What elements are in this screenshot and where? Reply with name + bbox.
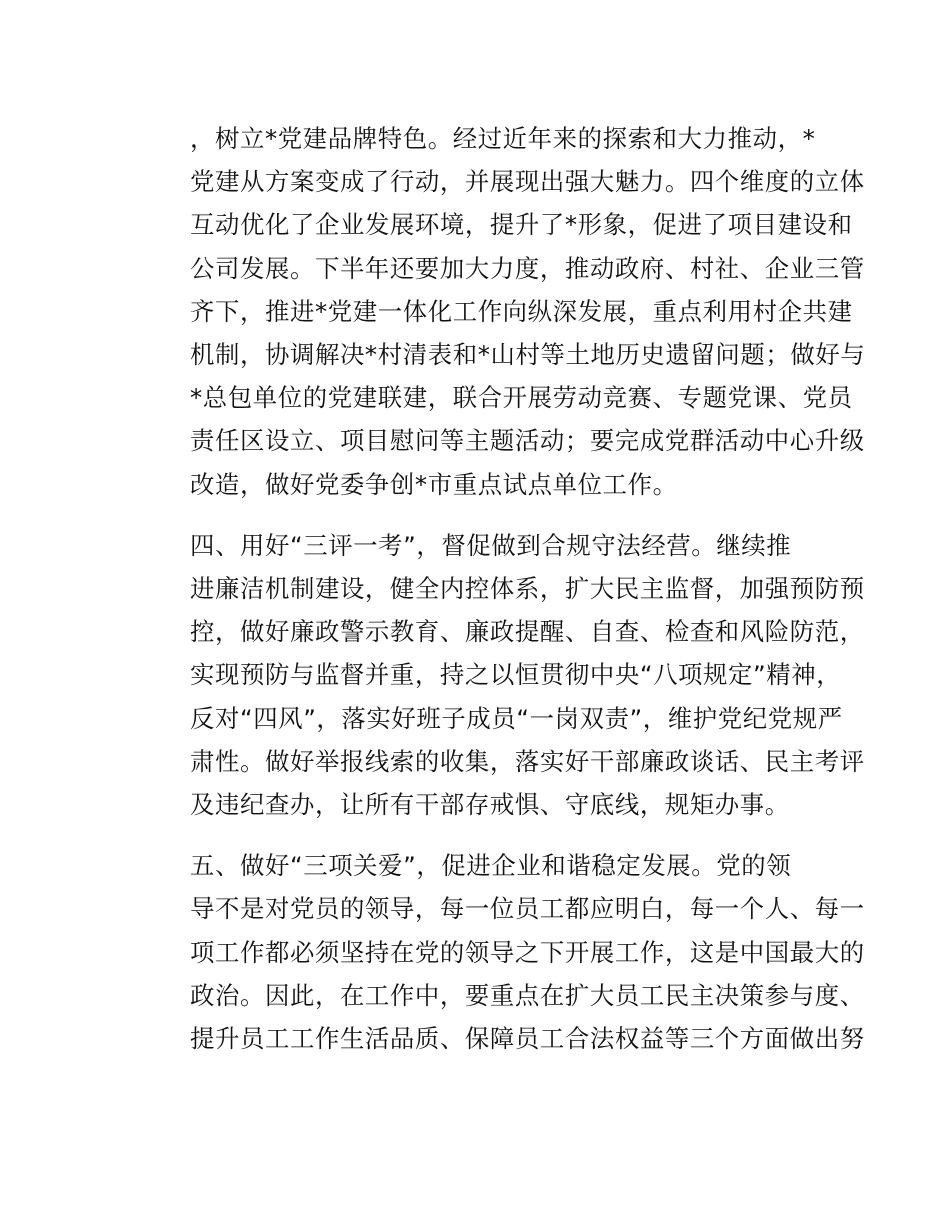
- text-line: 责任区设立、项目慰问等主题活动；要完成党群活动中心升级: [190, 426, 865, 456]
- text-line: 政治。因此，在工作中，要重点在扩大员工民主决策参与度、: [190, 980, 865, 1010]
- paragraph-party-building-brand: [141, 117, 866, 506]
- text-line: 导不是对党员的领导，每一位员工都应明白，每一个人、每一: [190, 894, 865, 924]
- text-line: 互动优化了企业发展环境，提升了*形象，促进了项目建设和: [190, 210, 853, 240]
- paragraph-section-five: [141, 844, 865, 1060]
- document-body: [141, 117, 866, 1078]
- text-line: 五、做好“三项关爱”，促进企业和谐稳定发展。党的领: [190, 851, 792, 881]
- text-line: 党建从方案变成了行动，并展现出强大魅力。四个维度的立体: [190, 167, 865, 197]
- text-line: 进廉洁机制建设，健全内控体系，扩大民主监督，加强预防预: [190, 574, 865, 604]
- text-line: 项工作都必须坚持在党的领导之下开展工作，这是中国最大的: [190, 937, 865, 967]
- text-line: 四、用好“三评一考”，督促做到合规守法经营。继续推: [190, 530, 792, 560]
- text-line: 反对“四风”，落实好班子成员“一岗双责”，维护党纪党规严: [190, 703, 843, 733]
- text-line: 控，做好廉政警示教育、廉政提醒、自查、检查和风险防范，: [190, 617, 865, 647]
- text-line: 齐下，推进*党建一体化工作向纵深发展，重点利用村企共建: [190, 296, 853, 326]
- text-line: 改造，做好党委争创*市重点试点单位工作。: [190, 469, 678, 499]
- text-line: 及违纪查办，让所有干部存戒惧、守底线，规矩办事。: [190, 790, 790, 820]
- text-line: 公司发展。下半年还要加大力度，推动政府、村社、企业三管: [190, 253, 865, 283]
- text-line: 机制，协调解决*村清表和*山村等土地历史遗留问题；做好与: [190, 340, 866, 370]
- text-line: 肃性。做好举报线索的收集，落实好干部廉政谈话、民主考评: [190, 746, 865, 776]
- text-line: 提升员工工作生活品质、保障员工合法权益等三个方面做出努: [190, 1024, 865, 1054]
- text-line: 实现预防与监督并重，持之以恒贯彻中央“八项规定”精神，: [190, 660, 842, 690]
- text-line: ，树立*党建品牌特色。经过近年来的探索和大力推动，*: [190, 124, 816, 153]
- paragraph-section-four: [141, 524, 865, 826]
- text-line: *总包单位的党建联建，联合开展劳动竞赛、专题党课、党员: [190, 383, 853, 413]
